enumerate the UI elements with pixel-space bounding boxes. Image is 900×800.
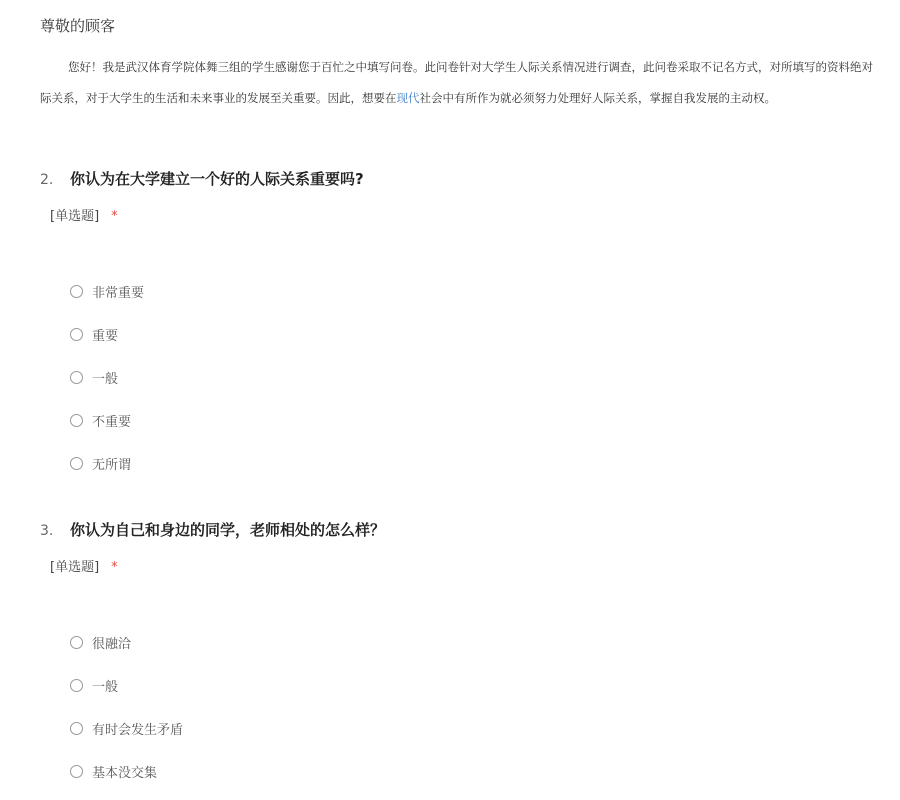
options-list: [70, 270, 880, 485]
option-label: 基本没交集: [92, 766, 158, 781]
option-label: 很融洽: [92, 637, 132, 652]
radio-button[interactable]: [70, 371, 83, 384]
radio-button[interactable]: [70, 285, 83, 298]
question-type: [单选题]: [50, 209, 100, 224]
options-list: [70, 621, 880, 793]
question-type-label: [50, 205, 880, 224]
intro-line-1: 您好！我是武汉体育学院体舞三组的学生感谢您于百忙之中填写问卷。此问卷针对大学生人际关系情况进行调查，此问卷采取不记名方式，对所填写的资料绝对: [68, 60, 873, 74]
option-label: 不重要: [92, 415, 132, 430]
option-not-important[interactable]: [70, 399, 880, 442]
option-very-important[interactable]: [70, 270, 880, 313]
option-average[interactable]: [70, 664, 880, 707]
greeting-heading: 尊敬的顾客: [40, 17, 116, 35]
radio-button[interactable]: [70, 328, 83, 341]
option-sometimes-conflict[interactable]: [70, 707, 880, 750]
intro-paragraph: [40, 52, 900, 114]
option-indifferent[interactable]: [70, 442, 880, 485]
required-marker: *: [111, 209, 118, 224]
required-marker: *: [111, 560, 118, 575]
option-harmonious[interactable]: [70, 621, 880, 664]
radio-button[interactable]: [70, 679, 83, 692]
intro-line-2: [40, 83, 900, 114]
radio-button[interactable]: [70, 457, 83, 470]
option-average[interactable]: [70, 356, 880, 399]
intro-link-modern[interactable]: 现代: [396, 91, 420, 105]
question-text: 你认为自己和身边的同学，老师相处的怎么样？: [70, 521, 386, 539]
option-label: 一般: [92, 372, 119, 387]
option-label: 一般: [92, 680, 119, 695]
option-label: 重要: [92, 329, 119, 344]
radio-button[interactable]: [70, 722, 83, 735]
question-type: [单选题]: [50, 560, 100, 575]
intro-line-2-tail: 社会中有所作为就必须努力处理好人际关系，掌握自我发展的主动权。: [419, 91, 776, 105]
option-label: 非常重要: [92, 286, 145, 301]
option-no-interaction[interactable]: [70, 750, 880, 793]
question-title: [40, 519, 880, 540]
intro-line-2-text: 际关系，对于大学生的生活和未来事业的发展至关重要。因此，想要在: [40, 91, 397, 105]
option-label: 无所谓: [92, 458, 132, 473]
radio-button[interactable]: [70, 414, 83, 427]
radio-button[interactable]: [70, 636, 83, 649]
radio-button[interactable]: [70, 765, 83, 778]
question-number: 2.: [40, 172, 54, 188]
question-3: [40, 519, 880, 793]
question-text: 你认为在大学建立一个好的人际关系重要吗?: [70, 170, 364, 188]
question-2: [40, 168, 880, 485]
option-label: 有时会发生矛盾: [92, 723, 184, 738]
option-important[interactable]: [70, 313, 880, 356]
question-type-label: [50, 556, 880, 575]
question-number: 3.: [40, 523, 54, 539]
question-title: [40, 168, 880, 189]
